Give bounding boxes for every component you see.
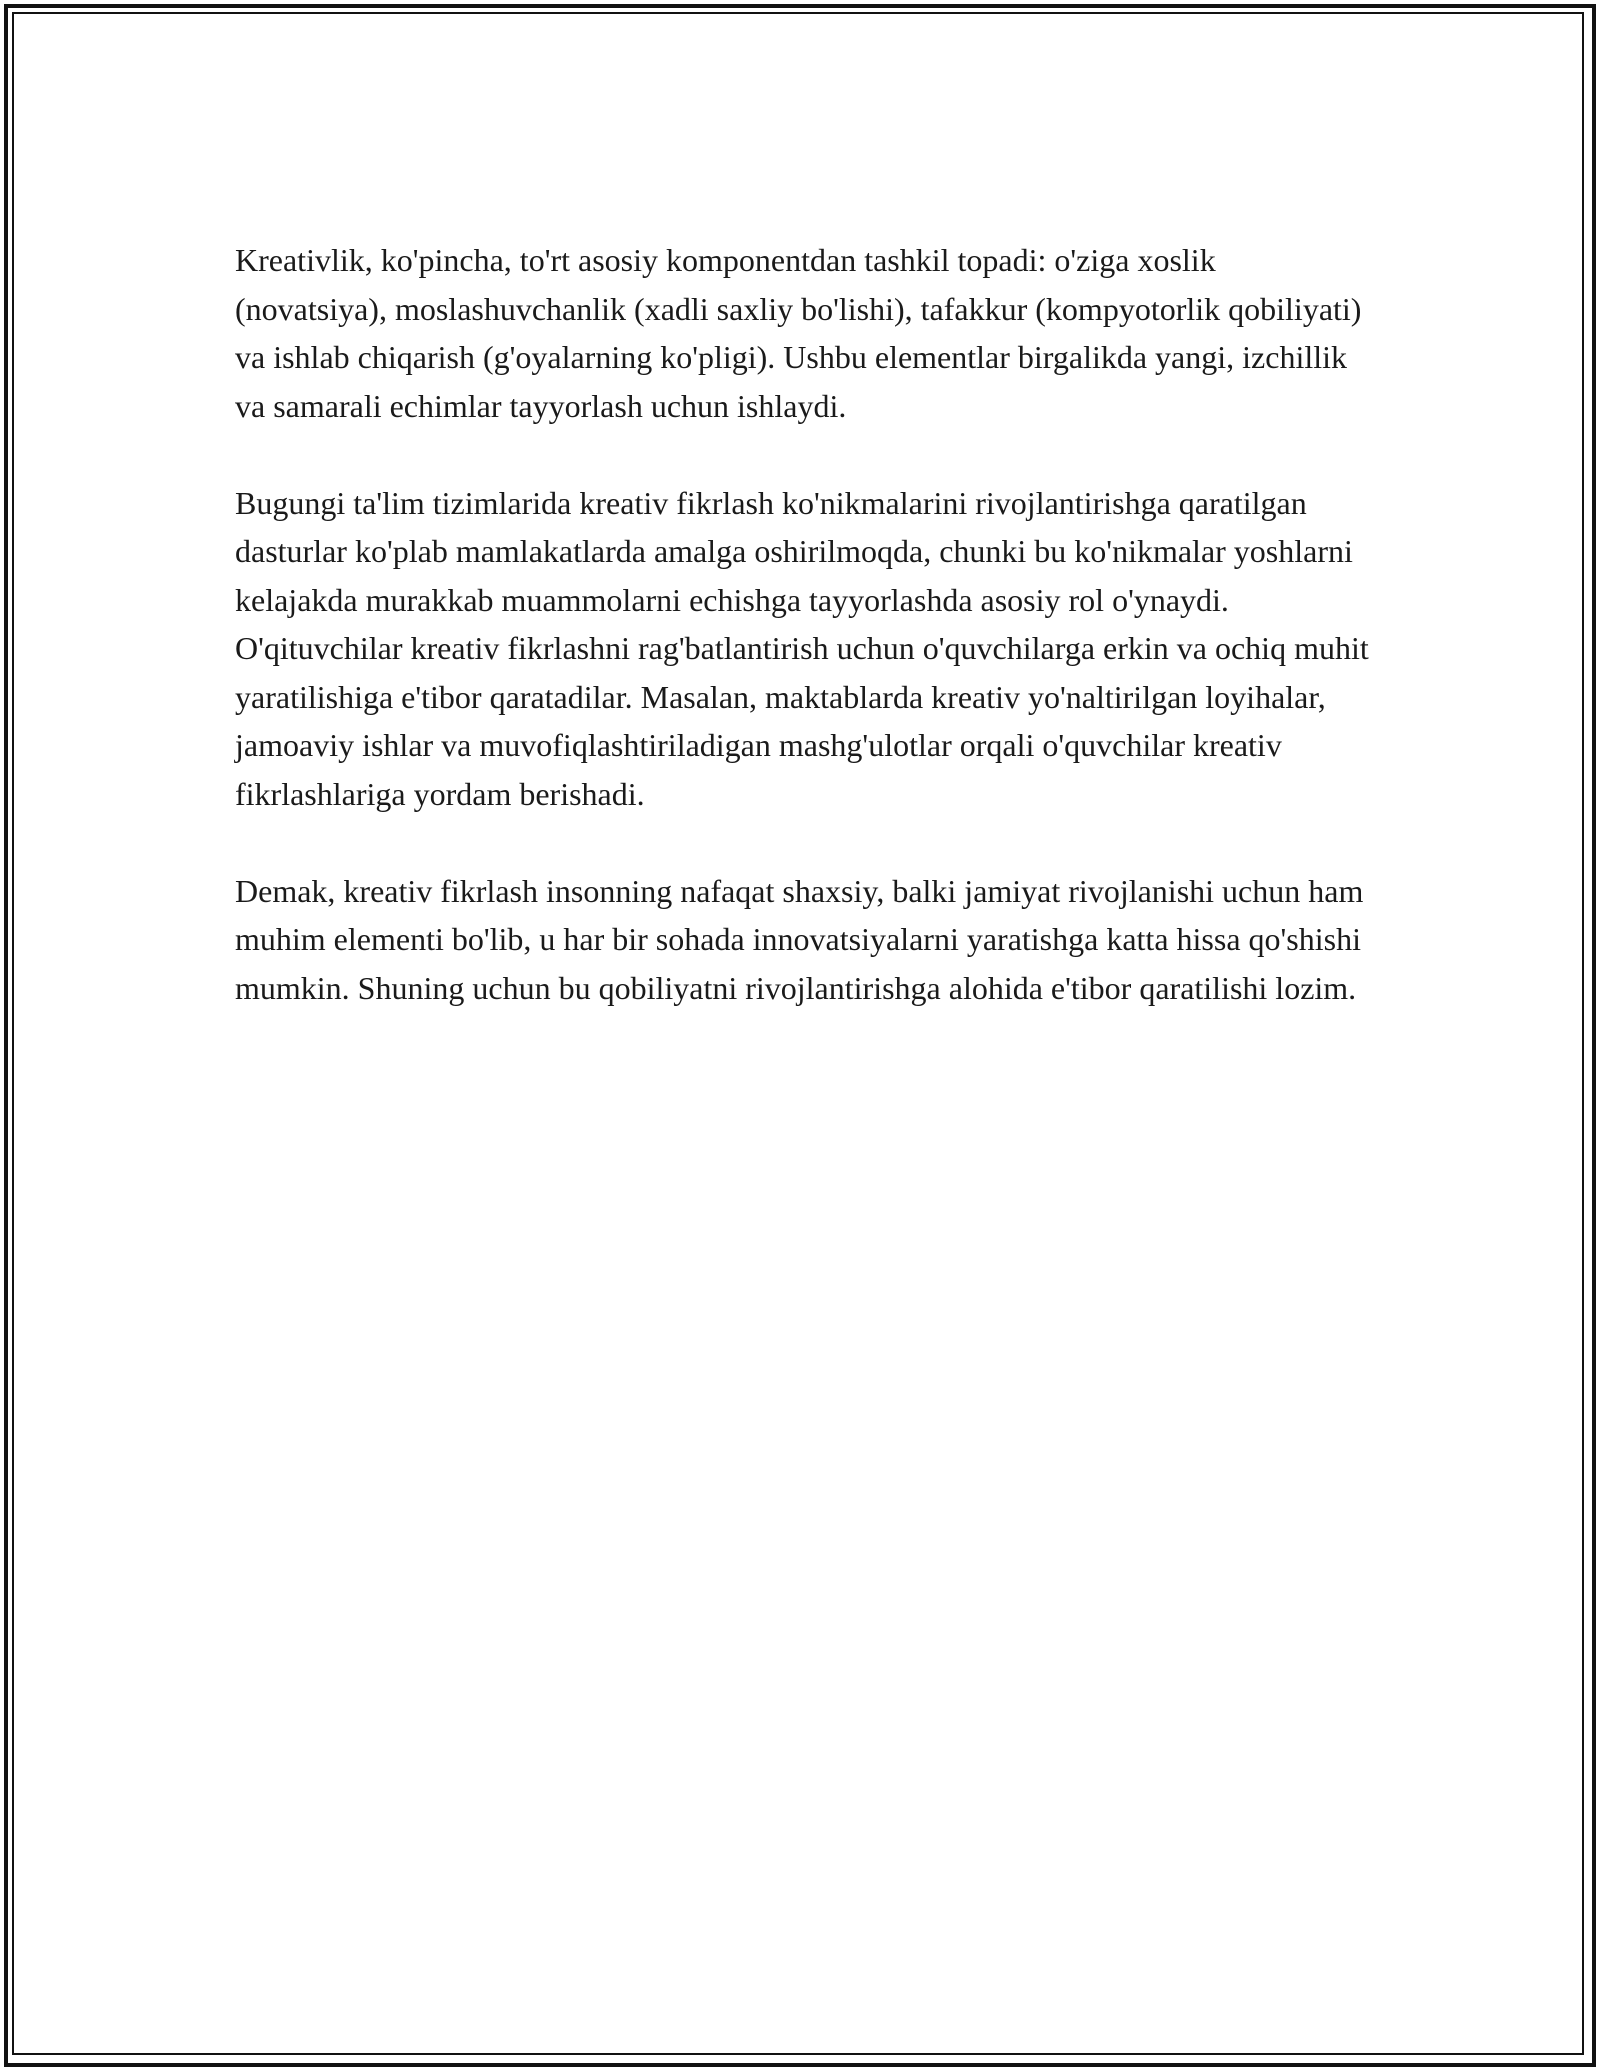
paragraph-2: Bugungi ta'lim tizimlarida kreativ fikrlash ko'nikmalarini rivojlantirishga qaratilgan dasturlar ko'plab mamlakatlarda amalga oshirilmoqda, chunki bu ko'nikmalar yoshlarni kelajakda murakkab muammolarni echishga tayyorlashda asosiy rol o'ynaydi. O'qituvchilar kreativ fikrlashni rag'batlantirish uchun o'quvchilarga erkin va ochiq muhit yaratilishiga e'tibor qaratadilar. Masalan, maktablarda kreativ yo'naltirilgan loyihalar, jamoaviy ishlar va muvofiqlashtiriladigan mashg'ulotlar orqali o'quvchilar kreativ fikrlashlariga yordam berishadi. <box>235 484 1369 812</box>
paragraph-1: Kreativlik, ko'pincha, to'rt asosiy komponentdan tashkil topadi: o'ziga xoslik (novatsiya), moslashuvchanlik (xadli saxliy bo'lishi), tafakkur (kompyotorlik qobiliyati) va ishlab chiqarish (g'oyalarning ko'pligi). Ushbu elementlar birgalikda yangi, izchillik va samarali echimlar tayyorlash uchun ishlaydi. <box>235 242 1362 424</box>
document-body <box>235 236 1375 1012</box>
paragraph-3: Demak, kreativ fikrlash insonning nafaqat shaxsiy, balki jamiyat rivojlanishi uchun ham muhim elementi bo'lib, u har bir sohada innovatsiyalarni yaratishga katta hissa qo'shishi mumkin. Shuning uchun bu qobiliyatni rivojlantirishga alohida e'tibor qaratilishi lozim. <box>235 872 1364 1006</box>
